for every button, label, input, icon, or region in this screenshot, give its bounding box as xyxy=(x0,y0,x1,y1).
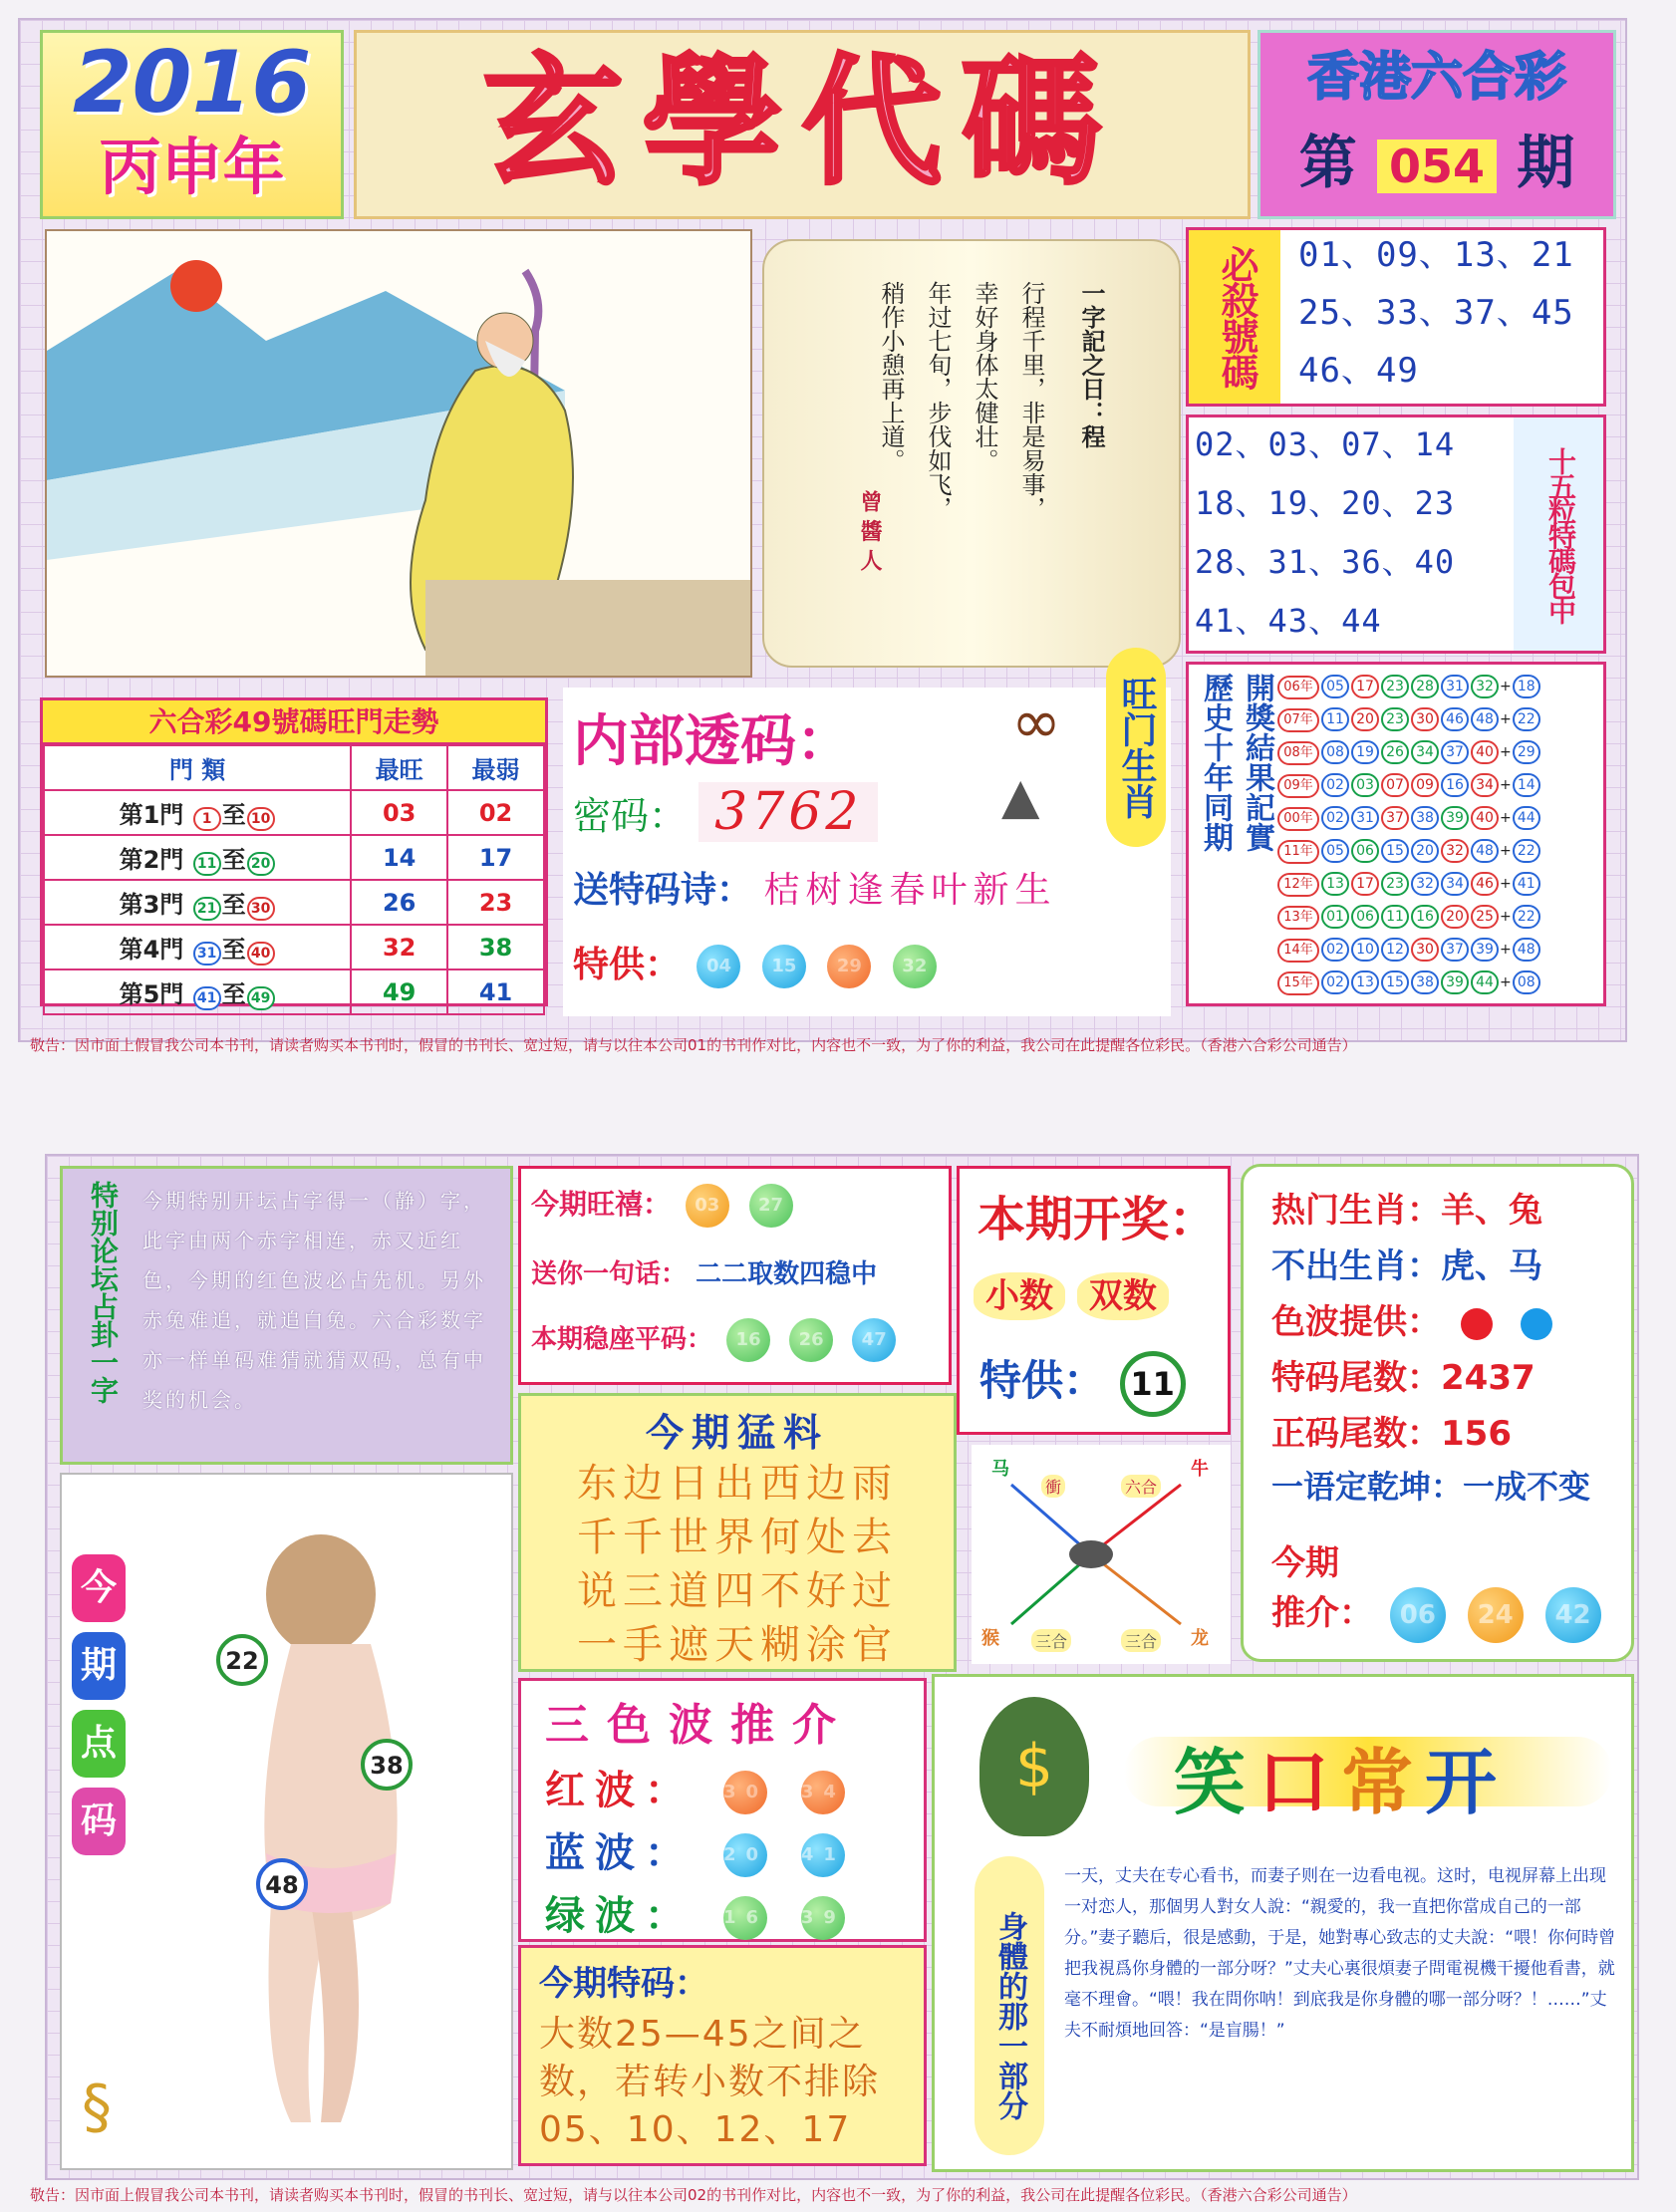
poem2-row xyxy=(573,862,1056,913)
dian-ball: 38 xyxy=(361,1739,413,1791)
dian-ball: 48 xyxy=(256,1858,308,1910)
zodiac-diagram xyxy=(972,1445,1231,1664)
forum-box xyxy=(60,1166,513,1465)
range-ball: 11 xyxy=(193,852,221,876)
joke-title-char: 笑 xyxy=(1174,1741,1258,1824)
history-number: 03 xyxy=(1351,773,1379,797)
kill-row: 46、49 xyxy=(1298,351,1419,391)
history-row xyxy=(1276,802,1541,835)
zodiac-info-box xyxy=(1241,1164,1634,1662)
ztail: 正码尾数：156 xyxy=(1271,1414,1512,1454)
scroll-poem xyxy=(762,239,1181,668)
history-year: 12年 xyxy=(1277,873,1319,897)
forum-vertical-title: 特别论坛占卦一字 xyxy=(87,1181,120,1404)
green-wave-row xyxy=(521,1878,924,1941)
dian-char: 今 xyxy=(72,1554,126,1622)
door-cold: 41 xyxy=(447,969,544,1014)
history-number: 09 xyxy=(1411,773,1439,797)
poem2-label: 送特码诗： xyxy=(573,870,753,911)
plus-sign: + xyxy=(1500,777,1512,793)
history-special: 14 xyxy=(1513,773,1540,797)
wang-box xyxy=(518,1166,952,1385)
history-number: 13 xyxy=(1321,872,1349,896)
plus-sign: + xyxy=(1500,942,1512,958)
ganzhi-text: 丙申年 xyxy=(99,131,285,203)
history-number: 26 xyxy=(1381,740,1409,764)
meng-box xyxy=(518,1393,957,1672)
rec-ball: 24 xyxy=(1468,1587,1524,1643)
history-rows xyxy=(1276,671,1541,999)
door-row xyxy=(44,790,544,835)
flat-ball: 26 xyxy=(789,1318,833,1362)
password-label: 密码： xyxy=(573,794,688,838)
tail: 特码尾数：2437 xyxy=(1271,1358,1536,1398)
history-number: 25 xyxy=(1471,905,1499,929)
zodiac-label: 龙 xyxy=(1191,1628,1209,1649)
wang-label: 旺门生肖 xyxy=(1106,648,1166,847)
brand-box xyxy=(1257,30,1616,219)
door-cold: 23 xyxy=(447,880,544,925)
history-row xyxy=(1276,835,1541,868)
history-number: 17 xyxy=(1351,872,1379,896)
range-ball: 20 xyxy=(247,852,275,876)
fifteen-numbers xyxy=(1195,415,1455,651)
range-ball: 40 xyxy=(247,942,275,966)
history-number: 16 xyxy=(1411,905,1439,929)
poem-title: 一字記之日：程 xyxy=(1077,281,1105,448)
history-special: 48 xyxy=(1513,938,1540,962)
illustration xyxy=(45,229,752,678)
history-number: 48 xyxy=(1471,839,1499,863)
history-number: 28 xyxy=(1411,675,1439,698)
wang-row xyxy=(531,1183,798,1228)
history-label1: 開獎結果記實 xyxy=(1240,673,1274,852)
red-dot-icon xyxy=(1461,1308,1493,1340)
blue-dot-icon xyxy=(1521,1308,1552,1340)
history-special: 22 xyxy=(1513,905,1540,929)
open-small: 小数 xyxy=(974,1272,1065,1320)
history-number: 23 xyxy=(1381,707,1409,731)
plus-sign: + xyxy=(1500,679,1512,694)
history-number: 31 xyxy=(1441,675,1469,698)
dian-ball: 22 xyxy=(216,1634,268,1686)
history-number: 30 xyxy=(1411,707,1439,731)
open-badges xyxy=(974,1268,1169,1317)
model-photo-box xyxy=(60,1473,513,2170)
history-number: 06 xyxy=(1351,839,1379,863)
password-row xyxy=(573,782,878,842)
history-number: 05 xyxy=(1321,675,1349,698)
open-special-ball: 11 xyxy=(1120,1351,1186,1417)
history-number: 37 xyxy=(1441,938,1469,962)
kill-row: 01、09、13、21 xyxy=(1298,235,1574,275)
brand-text: 香港六合彩 xyxy=(1306,48,1566,108)
zodiac-label: 三合 xyxy=(1031,1629,1071,1652)
tema-title: 今期特码： xyxy=(539,1964,708,2004)
bottom-notice: 敬告：因市面上假冒我公司本书刊，请读者购买本书刊时，假冒的书刊长、宽过短，请与以往本公司02的书刊作对比，内容也不一致，为了你的利益，我公司在此提醒各位彩民。（香港六合彩公司通告） xyxy=(30,2186,1357,2204)
password-value: 3762 xyxy=(698,782,878,842)
history-label2: 歷史十年同期 xyxy=(1198,673,1233,852)
history-number: 19 xyxy=(1351,740,1379,764)
history-number: 37 xyxy=(1381,806,1409,830)
meng-line: 东边日出西边雨 xyxy=(577,1461,898,1507)
history-year: 15年 xyxy=(1277,971,1319,995)
meng-line: 一手遮天糊涂官 xyxy=(577,1622,898,1668)
door-row xyxy=(44,969,544,1014)
wang-label: 今期旺禧： xyxy=(531,1188,672,1221)
range-ball: 1 xyxy=(193,807,221,831)
door-label: 第3門 21 至 30 xyxy=(44,880,351,925)
joke-title-char: 口 xyxy=(1257,1741,1342,1824)
range-ball: 41 xyxy=(193,986,221,1010)
joke-title-char: 常 xyxy=(1341,1741,1426,1824)
open-special-label: 特供： xyxy=(979,1356,1106,1405)
history-number: 10 xyxy=(1351,938,1379,962)
history-year: 00年 xyxy=(1277,807,1319,831)
history-year: 13年 xyxy=(1277,906,1319,930)
history-number: 46 xyxy=(1441,707,1469,731)
fifteen-row: 18、19、20、23 xyxy=(1195,484,1456,522)
range-ball: 10 xyxy=(247,807,275,831)
hot-zodiac: 热门生肖：羊、兔 xyxy=(1271,1191,1542,1231)
issue-suffix: 期 xyxy=(1517,129,1575,196)
saying: 一语定乾坤：一成不变 xyxy=(1271,1468,1591,1506)
history-number: 40 xyxy=(1471,740,1499,764)
history-special: 44 xyxy=(1513,806,1540,830)
history-row xyxy=(1276,703,1541,736)
history-number: 20 xyxy=(1411,839,1439,863)
wang-ball: 27 xyxy=(749,1184,793,1228)
door-label: 第1門 1 至 10 xyxy=(44,790,351,835)
history-number: 01 xyxy=(1321,905,1349,929)
history-special: 22 xyxy=(1513,707,1540,731)
door-hot: 49 xyxy=(351,969,447,1014)
history-number: 20 xyxy=(1441,905,1469,929)
door-row xyxy=(44,880,544,925)
issue xyxy=(1260,123,1613,206)
mountain-elder-drawing xyxy=(47,231,752,678)
history-number: 06 xyxy=(1351,905,1379,929)
door-row xyxy=(44,925,544,969)
fifteen-label: 十五粒特碼包中 xyxy=(1514,417,1603,651)
meng-line: 千千世界何处去 xyxy=(577,1515,898,1560)
cold-zodiac: 不出生肖：虎、马 xyxy=(1271,1246,1542,1286)
kill-row: 25、33、37、45 xyxy=(1298,293,1574,333)
inside-title: 内部透码： xyxy=(573,709,852,774)
special-label: 特供： xyxy=(573,945,682,985)
flat-label: 本期稳座平码： xyxy=(531,1324,713,1355)
dragon-icon: § xyxy=(82,2073,112,2142)
forum-text: 今期特别开坛占字得一（静）字，此字由两个赤字相连，赤又近红色，今期的红色波必占先机。另外赤兔难追，就追白兔。六合彩数字亦一样单码难猜就猜双码，总有中奖的机会。 xyxy=(142,1189,486,1412)
kill-numbers xyxy=(1298,226,1574,400)
door-name: 第4門 xyxy=(119,935,184,964)
history-number: 32 xyxy=(1471,675,1499,698)
door-label: 第4門 31 至 40 xyxy=(44,925,351,969)
joke-title-char: 开 xyxy=(1425,1741,1510,1824)
zodiac-label: 衝 xyxy=(1041,1475,1065,1498)
history-year: 09年 xyxy=(1277,774,1319,798)
plus-sign: + xyxy=(1500,744,1512,760)
send-text: 二二取数四稳中 xyxy=(696,1259,878,1289)
year-text: 2016 xyxy=(72,33,312,133)
rec-ball: 42 xyxy=(1545,1587,1601,1643)
range-ball: 30 xyxy=(247,897,275,921)
history-number: 13 xyxy=(1351,970,1379,994)
special-ball: 32 xyxy=(893,945,937,988)
kill-numbers-box xyxy=(1186,227,1606,407)
open-special-row xyxy=(979,1348,1186,1417)
door-cold: 38 xyxy=(447,925,544,969)
snake-icon: ∞ xyxy=(1011,688,1061,757)
door-name: 第1門 xyxy=(119,800,184,829)
history-row xyxy=(1276,868,1541,901)
history-year: 11年 xyxy=(1277,840,1319,864)
rec-ball: 06 xyxy=(1390,1587,1446,1643)
plus-sign: + xyxy=(1500,876,1512,892)
doors-header-row xyxy=(44,745,544,790)
color-row xyxy=(1271,1294,1552,1343)
rec-row xyxy=(1271,1585,1606,1643)
flat-row xyxy=(531,1318,901,1362)
doors-table xyxy=(43,744,545,1015)
plus-sign: + xyxy=(1500,909,1512,925)
blue-wave-ball: 41 xyxy=(801,1833,845,1877)
special-ball: 04 xyxy=(697,945,740,988)
history-special: 29 xyxy=(1513,740,1540,764)
dog-icon: ▲ xyxy=(1001,767,1040,825)
poem-lines xyxy=(874,281,1049,620)
joke-text: 一天，丈夫在专心看书，而妻子则在一边看电视。这时，电视屏幕上出现一对恋人，那個男人對女人說：“親愛的，我一直把你當成自己的一部分。”妻子聽后，很是感動，于是，她對專心致志的丈夫說：“喂！你何時曾把我視爲你身體的一部分呀？”丈夫心裏很煩妻子問電視機干擾他看書，就毫不理會。“喂！我在問你呐！到底我是你身體的哪一部分呀？！……”丈夫不耐煩地回答：“是盲腸！” xyxy=(1064,1866,1616,2041)
history-number: 12 xyxy=(1381,938,1409,962)
rec-label1: 今期 xyxy=(1271,1543,1339,1583)
history-number: 39 xyxy=(1471,938,1499,962)
model-figure xyxy=(62,1475,515,2172)
flat-ball: 47 xyxy=(852,1318,896,1362)
open-double: 双数 xyxy=(1077,1272,1169,1320)
red-wave-ball: 30 xyxy=(723,1771,767,1814)
history-row xyxy=(1276,736,1541,769)
money-bag-icon: $ xyxy=(979,1697,1089,1836)
history-number: 17 xyxy=(1351,675,1379,698)
joke-title xyxy=(1174,1725,1509,1828)
title-banner xyxy=(354,30,1251,219)
red-wave-ball: 34 xyxy=(801,1771,845,1814)
history-number: 02 xyxy=(1321,970,1349,994)
sanse-title: 三色波推介 xyxy=(545,1700,854,1751)
special-ball: 15 xyxy=(762,945,806,988)
dian-char: 码 xyxy=(72,1788,126,1855)
history-row xyxy=(1276,671,1541,703)
poem-line: 幸好身体太健壮。 xyxy=(971,281,998,472)
poem-line: 年过七旬，步伐如飞， xyxy=(924,281,952,520)
history-number: 48 xyxy=(1471,707,1499,731)
open-title: 本期开奖： xyxy=(978,1192,1218,1247)
plus-sign: + xyxy=(1500,843,1512,859)
page-title: 玄學代碼 xyxy=(482,41,1121,204)
history-row xyxy=(1276,901,1541,934)
history-number: 02 xyxy=(1321,938,1349,962)
meng-title: 今期猛料 xyxy=(645,1411,829,1455)
poem-signature: 曾 醬 人 xyxy=(857,490,882,572)
history-number: 15 xyxy=(1381,839,1409,863)
year-box xyxy=(40,30,344,219)
green-wave-ball: 16 xyxy=(723,1896,767,1940)
dian-label xyxy=(72,1554,127,1855)
door-name: 第2門 xyxy=(119,845,184,874)
poem2-text: 桔树逢春叶新生 xyxy=(763,870,1057,911)
history-number: 15 xyxy=(1381,970,1409,994)
joke-side-title: 身體的那一部分 xyxy=(975,1856,1044,2155)
history-number: 32 xyxy=(1411,872,1439,896)
history-number: 38 xyxy=(1411,806,1439,830)
color-label: 色波提供： xyxy=(1271,1302,1441,1342)
door-hot: 32 xyxy=(351,925,447,969)
doors-header: 最旺 xyxy=(351,745,447,790)
kill-label: 必殺號碼 xyxy=(1189,230,1280,404)
fifteen-row: 28、31、36、40 xyxy=(1195,543,1456,581)
doors-box xyxy=(40,697,548,1006)
history-number: 08 xyxy=(1321,740,1349,764)
history-year: 07年 xyxy=(1277,708,1319,732)
door-cold: 02 xyxy=(447,790,544,835)
plus-sign: + xyxy=(1500,810,1512,826)
special-ball: 29 xyxy=(827,945,871,988)
history-special: 08 xyxy=(1513,970,1540,994)
flat-ball: 16 xyxy=(726,1318,770,1362)
issue-number: 054 xyxy=(1377,139,1497,193)
range-ball: 31 xyxy=(193,942,221,966)
door-hot: 14 xyxy=(351,835,447,880)
history-number: 39 xyxy=(1441,970,1469,994)
history-number: 44 xyxy=(1471,970,1499,994)
poem-line: 行程千里，非是易事， xyxy=(1017,281,1045,520)
history-number: 31 xyxy=(1351,806,1379,830)
history-number: 38 xyxy=(1411,970,1439,994)
green-wave-label: 绿波： xyxy=(545,1893,695,1939)
send-row xyxy=(531,1253,877,1290)
history-number: 11 xyxy=(1321,707,1349,731)
plus-sign: + xyxy=(1500,711,1512,727)
joke-box xyxy=(932,1674,1634,2172)
wang-ball: 03 xyxy=(686,1184,729,1228)
zodiac-label: 猴 xyxy=(981,1628,999,1649)
sanse-box xyxy=(518,1678,927,1942)
red-wave-row xyxy=(521,1753,924,1815)
history-number: 07 xyxy=(1381,773,1409,797)
issue-prefix: 第 xyxy=(1298,129,1357,196)
zodiac-label: 六合 xyxy=(1121,1475,1161,1498)
history-number: 20 xyxy=(1351,707,1379,731)
green-wave-ball: 39 xyxy=(801,1896,845,1940)
history-number: 37 xyxy=(1441,740,1469,764)
history-special: 22 xyxy=(1513,839,1540,863)
history-number: 23 xyxy=(1381,675,1409,698)
history-special: 41 xyxy=(1513,872,1540,896)
blue-wave-label: 蓝波： xyxy=(545,1830,695,1876)
open-box xyxy=(957,1166,1231,1435)
history-number: 02 xyxy=(1321,806,1349,830)
doors-title: 六合彩49號碼旺門走勢 xyxy=(43,700,545,744)
fifteen-numbers-box xyxy=(1186,415,1606,654)
range-ball: 21 xyxy=(193,897,221,921)
dian-char: 点 xyxy=(72,1710,126,1778)
zodiac-label: 马 xyxy=(991,1459,1009,1480)
zodiac-label: 三合 xyxy=(1121,1629,1161,1652)
history-year: 14年 xyxy=(1277,939,1319,963)
meng-line: 说三道四不好过 xyxy=(577,1568,898,1614)
fifteen-row: 02、03、07、14 xyxy=(1195,425,1456,463)
history-number: 02 xyxy=(1321,773,1349,797)
inside-code xyxy=(563,676,1171,1016)
history-number: 16 xyxy=(1441,773,1469,797)
door-hot: 26 xyxy=(351,880,447,925)
history-number: 40 xyxy=(1471,806,1499,830)
door-row xyxy=(44,835,544,880)
doors-header: 最弱 xyxy=(447,745,544,790)
history-special: 18 xyxy=(1513,675,1540,698)
top-notice: 敬告：因市面上假冒我公司本书刊，请读者购买本书刊时，假冒的书刊长、宽过短，请与以往本公司01的书刊作对比，内容也不一致，为了你的利益，我公司在此提醒各位彩民。（香港六合彩公司通告） xyxy=(30,1036,1357,1054)
door-name: 第5門 xyxy=(119,979,184,1008)
dian-char: 期 xyxy=(72,1632,126,1700)
history-number: 05 xyxy=(1321,839,1349,863)
zodiac-label: 牛 xyxy=(1191,1459,1209,1480)
history-number: 32 xyxy=(1441,839,1469,863)
send-label: 送你一句话： xyxy=(531,1259,688,1289)
tema-box xyxy=(518,1945,927,2166)
history-year: 08年 xyxy=(1277,741,1319,765)
red-wave-label: 红波： xyxy=(545,1768,695,1813)
doors-header: 門 類 xyxy=(44,745,351,790)
history-number: 46 xyxy=(1471,872,1499,896)
blue-wave-ball: 20 xyxy=(723,1833,767,1877)
history-number: 34 xyxy=(1411,740,1439,764)
history-number: 34 xyxy=(1471,773,1499,797)
door-hot: 03 xyxy=(351,790,447,835)
range-ball: 49 xyxy=(247,986,275,1010)
door-name: 第3門 xyxy=(119,890,184,919)
rec-label2: 推介： xyxy=(1271,1593,1373,1633)
door-cold: 17 xyxy=(447,835,544,880)
history-number: 30 xyxy=(1411,938,1439,962)
special-row xyxy=(573,937,942,988)
tema-text: 大数25—45之间之数，若转小数不排除05、10、12、17 xyxy=(539,2014,881,2150)
history-number: 34 xyxy=(1441,872,1469,896)
blue-wave-row xyxy=(521,1815,924,1878)
history-row xyxy=(1276,967,1541,999)
history-year: 06年 xyxy=(1277,676,1319,699)
poem-line: 稍作小憩再上道。 xyxy=(877,281,905,472)
fifteen-row: 41、43、44 xyxy=(1195,602,1382,640)
history-row xyxy=(1276,769,1541,802)
plus-sign: + xyxy=(1500,974,1512,990)
history-box xyxy=(1186,662,1606,1006)
history-number: 23 xyxy=(1381,872,1409,896)
history-number: 11 xyxy=(1381,905,1409,929)
history-row xyxy=(1276,934,1541,967)
door-label: 第5門 41 至 49 xyxy=(44,969,351,1014)
door-label: 第2門 11 至 20 xyxy=(44,835,351,880)
history-number: 39 xyxy=(1441,806,1469,830)
